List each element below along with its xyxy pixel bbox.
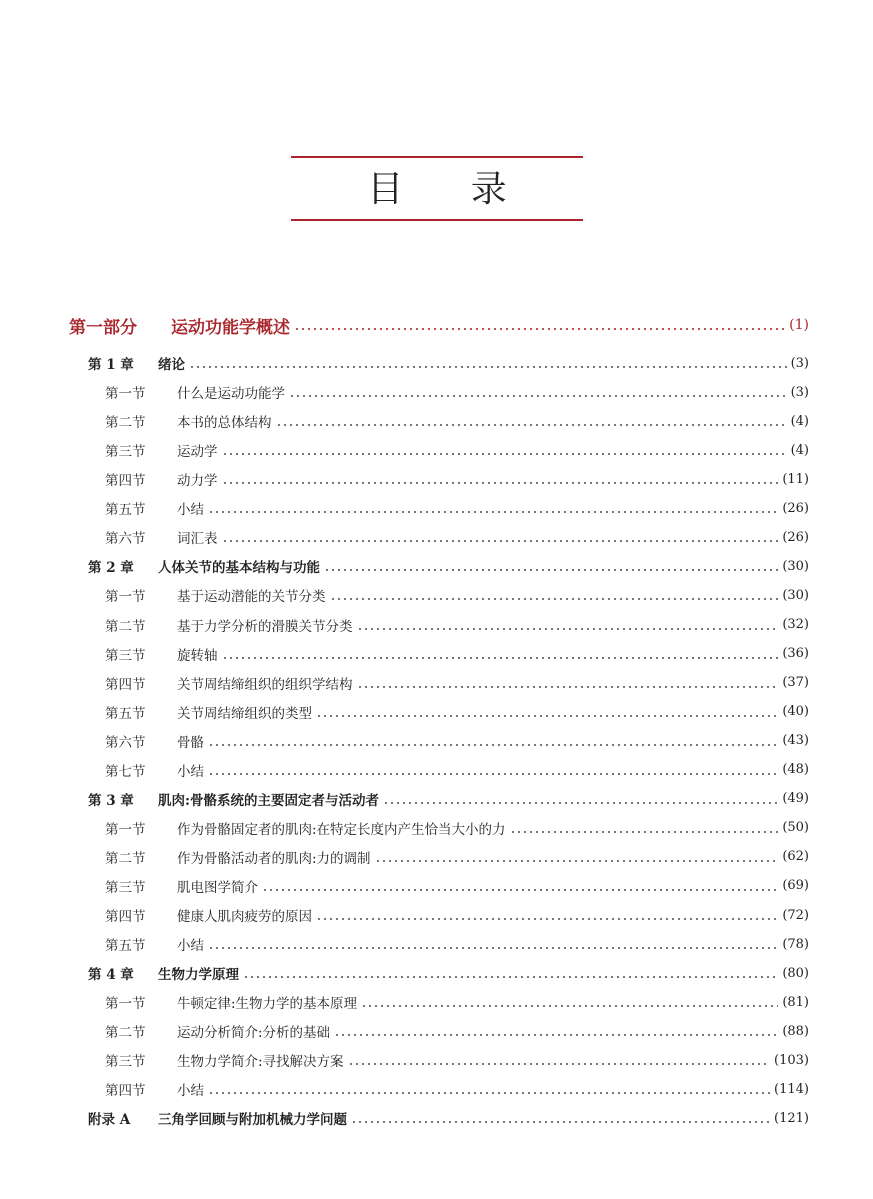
toc-entry-label: 三角学回顾与附加机械力学问题: [158, 1112, 347, 1129]
toc-entry-section[interactable]: [105, 584, 809, 606]
toc-entry-number: 第二节: [105, 415, 146, 432]
dot-leader: [222, 453, 787, 455]
toc-entry-page: (26): [782, 529, 809, 545]
toc-entry-label: 基于力学分析的滑膜关节分类: [177, 618, 353, 635]
toc-entry-page: (88): [782, 1023, 809, 1039]
toc-entry-section[interactable]: [105, 846, 809, 868]
dot-leader: [316, 918, 778, 920]
toc-entry-page: (49): [782, 791, 809, 807]
toc-entry-section[interactable]: [105, 381, 809, 403]
toc-entry-label: 旋转轴: [177, 647, 218, 664]
toc-entry-label: 关节周结缔组织的类型: [177, 705, 312, 722]
toc-entry-label: 运动学: [177, 444, 218, 461]
dot-leader: [262, 889, 778, 891]
toc-entry-section[interactable]: [105, 526, 809, 548]
dot-leader: [330, 598, 779, 600]
dot-leader: [294, 328, 785, 330]
toc-entry-label: 作为骨骼固定者的肌肉:在特定长度内产生恰当大小的力: [177, 821, 506, 838]
toc-entry-page: (30): [782, 558, 809, 574]
toc-entry-number: 第三节: [105, 444, 146, 461]
toc-entry-number: 第四节: [105, 1083, 146, 1100]
toc-entry-page: (62): [782, 849, 809, 865]
toc-entry-page: (32): [782, 617, 809, 632]
toc-entry-page: (30): [782, 587, 809, 603]
toc-entry-section[interactable]: [105, 701, 809, 723]
toc-entry-page: (3): [790, 355, 809, 371]
toc-entry-section[interactable]: [105, 817, 809, 839]
toc-entry-number: 第一节: [105, 386, 146, 403]
toc-entry-page: (48): [782, 762, 809, 778]
title-rule-top: [291, 156, 583, 158]
toc-entry-label: 肌肉:骨骼系统的主要固定者与活动者: [158, 792, 379, 809]
toc-entry-label: 小结: [177, 502, 204, 519]
page-title: 目 录: [367, 169, 535, 210]
toc-entry-section[interactable]: [105, 933, 809, 955]
dot-leader: [348, 1063, 770, 1065]
toc-entry-part[interactable]: [69, 311, 809, 339]
toc-entry-label: 人体关节的基本结构与功能: [158, 560, 320, 577]
toc-entry-number: 第五节: [105, 938, 146, 954]
toc-entry-number: 第二节: [105, 1025, 146, 1042]
toc-entry-number: 第二节: [105, 850, 146, 867]
toc-entry-page: (69): [782, 878, 809, 894]
toc-entry-label: 小结: [177, 938, 204, 954]
toc-entry-number: 第三节: [105, 647, 146, 664]
toc-entry-page: (4): [790, 442, 809, 458]
toc-entry-number: 第一节: [105, 589, 146, 606]
toc-entry-section[interactable]: [105, 614, 809, 636]
dot-leader: [208, 947, 778, 949]
title-block: [291, 156, 583, 222]
toc-entry-number: 第四节: [105, 676, 146, 693]
toc-entry-number: 第五节: [105, 705, 146, 722]
toc-entry-page: (43): [782, 733, 809, 749]
dot-leader: [351, 1121, 770, 1123]
toc-entry-section[interactable]: [105, 875, 809, 897]
toc-entry-page: (37): [782, 675, 809, 690]
dot-leader: [375, 860, 779, 862]
dot-leader: [243, 976, 778, 978]
toc-entry-section[interactable]: [105, 904, 809, 926]
toc-entry-label: 词汇表: [177, 531, 218, 548]
toc-entry-number: 第三节: [105, 879, 146, 896]
dot-leader: [208, 744, 778, 746]
toc-entry-number: 第一节: [105, 996, 146, 1013]
title-rule-bottom: [291, 219, 583, 221]
dot-leader: [357, 686, 779, 688]
toc-entry-page: (72): [782, 907, 809, 923]
toc-entry-page: (40): [782, 704, 809, 720]
toc-entry-section[interactable]: [105, 730, 809, 752]
toc-entry-section[interactable]: [105, 1049, 809, 1071]
toc-entry-number: 第 3 章: [88, 792, 134, 809]
toc-entry-chapter[interactable]: [88, 555, 809, 577]
toc-entry-number: 第四节: [105, 909, 146, 925]
toc-entry-chapter[interactable]: [88, 788, 809, 810]
toc-entry-label: 什么是运动功能学: [177, 386, 285, 403]
toc-entry-page: (3): [790, 384, 809, 400]
toc-entry-page: (103): [774, 1052, 809, 1068]
dot-leader: [361, 1005, 778, 1007]
toc-entry-page: (81): [782, 994, 809, 1010]
toc-entry-number: 第二节: [105, 618, 146, 635]
toc-entry-number: 第 4 章: [88, 967, 134, 984]
toc-entry-number: 第 2 章: [88, 560, 134, 577]
dot-leader: [208, 1092, 770, 1094]
toc-entry-section[interactable]: [105, 759, 809, 781]
dot-leader: [289, 395, 787, 397]
toc-entry-label: 本书的总体结构: [177, 415, 272, 432]
toc-entry-number: 第六节: [105, 531, 146, 548]
toc-entry-label: 运动分析简介:分析的基础: [177, 1025, 331, 1042]
toc-entry-page: (1): [789, 317, 809, 333]
toc-entry-section[interactable]: [105, 991, 809, 1013]
toc-entry-label: 小结: [177, 763, 204, 780]
toc-entry-number: 第三节: [105, 1054, 146, 1071]
toc-entry-number: 第七节: [105, 763, 146, 780]
toc-entry-page: (36): [782, 646, 809, 661]
dot-leader: [222, 482, 779, 484]
toc-entry-page: (4): [790, 413, 809, 429]
toc-entry-label: 小结: [177, 1083, 204, 1100]
toc-entry-section[interactable]: [105, 1020, 809, 1042]
toc-entry-page: (50): [782, 820, 809, 836]
toc-entry-section[interactable]: [105, 439, 809, 461]
toc-entry-number: 第六节: [105, 734, 146, 751]
dot-leader: [316, 715, 778, 717]
toc-entry-number: 第五节: [105, 502, 146, 519]
toc-entry-page: (80): [782, 965, 809, 981]
dot-leader: [222, 657, 779, 659]
dot-leader: [324, 569, 778, 571]
toc-entry-label: 基于运动潜能的关节分类: [177, 589, 326, 606]
dot-leader: [276, 424, 787, 426]
toc-entry-number: 第一节: [105, 821, 146, 838]
toc-entry-label: 肌电图学简介: [177, 879, 258, 896]
toc-entry-page: (78): [782, 936, 809, 952]
dot-leader: [208, 773, 778, 775]
dot-leader: [334, 1034, 778, 1036]
toc-entry-label: 绪论: [158, 357, 185, 373]
toc-entry-number: 第四节: [105, 473, 146, 490]
toc-entry-page: (11): [782, 471, 809, 487]
dot-leader: [357, 628, 779, 630]
toc-entry-label: 健康人肌肉疲劳的原因: [177, 909, 312, 925]
toc-entry-page: (26): [782, 500, 809, 516]
dot-leader: [222, 540, 779, 542]
toc-entry-number: 第一部分: [69, 317, 137, 338]
toc-entry-section[interactable]: [105, 497, 809, 519]
toc-entry-label: 骨骼: [177, 734, 204, 751]
toc-entry-chapter[interactable]: [88, 1107, 809, 1129]
toc-entry-section[interactable]: [105, 410, 809, 432]
dot-leader: [383, 802, 778, 804]
toc-entry-page: (121): [774, 1110, 809, 1126]
toc-entry-chapter[interactable]: [88, 962, 809, 984]
toc-entry-label: 动力学: [177, 473, 218, 490]
toc-entry-number: 附录 A: [88, 1112, 131, 1129]
toc-entry-section[interactable]: [105, 468, 809, 490]
toc-entry-label: 关节周结缔组织的组织学结构: [177, 676, 353, 693]
dot-leader: [208, 511, 778, 513]
toc-entry-label: 生物力学原理: [158, 967, 239, 984]
toc-entry-number: 第 1 章: [88, 357, 134, 373]
toc-entry-label: 牛顿定律:生物力学的基本原理: [177, 996, 358, 1013]
toc-entry-label: 运动功能学概述: [171, 317, 290, 338]
dot-leader: [510, 831, 779, 833]
toc-entry-chapter[interactable]: [88, 352, 809, 374]
dot-leader: [189, 366, 787, 368]
toc-entry-section[interactable]: [105, 1078, 809, 1100]
toc-entry-section[interactable]: [105, 672, 809, 694]
toc-entry-label: 作为骨骼活动者的肌肉:力的调制: [177, 850, 371, 867]
toc-entry-label: 生物力学简介:寻找解决方案: [177, 1054, 344, 1071]
toc-entry-section[interactable]: [105, 643, 809, 665]
toc-entry-page: (114): [774, 1081, 809, 1097]
